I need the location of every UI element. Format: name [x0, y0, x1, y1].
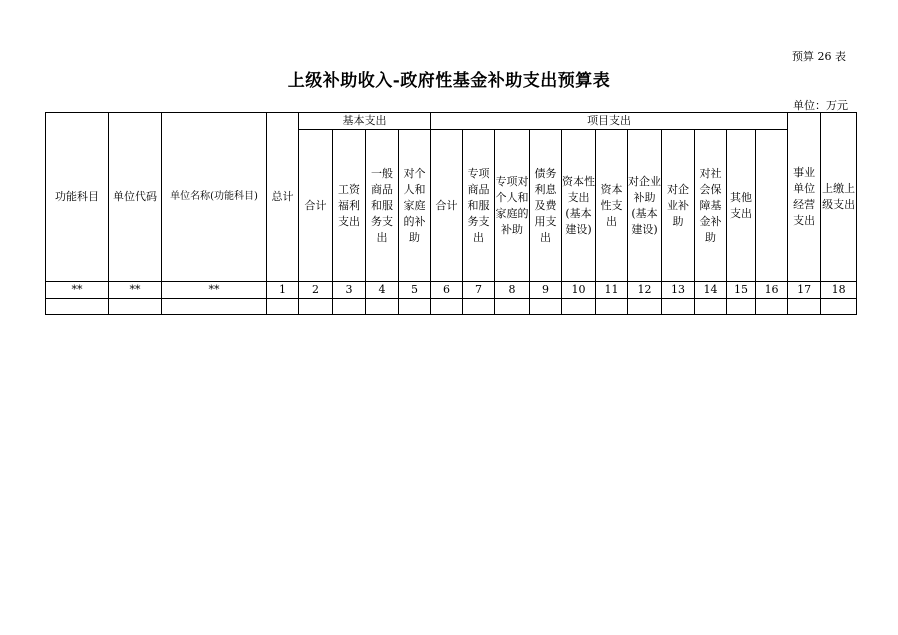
unit-label: 单位：万元 — [793, 99, 848, 112]
number-cell: 2 — [299, 282, 333, 299]
table-cell — [596, 299, 628, 315]
number-cell: 11 — [596, 282, 628, 299]
header-proj-social-fund: 对社会保障基金补助 — [695, 130, 727, 282]
table-cell — [695, 299, 727, 315]
header-unit-code: 单位代码 — [109, 113, 162, 282]
header-basic-salary: 工资福利支出 — [333, 130, 366, 282]
number-cell: 14 — [695, 282, 727, 299]
header-basic-goods: 一般商品和服务支出 — [366, 130, 399, 282]
number-cell: 7 — [463, 282, 495, 299]
page-title: 上级补助收入-政府性基金补助支出预算表 — [287, 71, 611, 91]
table-cell — [299, 299, 333, 315]
header-proj-capital-build: 资本性支出(基本建设) — [562, 130, 596, 282]
number-cell: 6 — [431, 282, 463, 299]
header-proj-debt: 债务利息及费用支出 — [530, 130, 562, 282]
header-proj-family: 专项对个人和家庭的补助 — [495, 130, 530, 282]
number-cell: 3 — [333, 282, 366, 299]
header-func-subject: 功能科目 — [46, 113, 109, 282]
number-cell: 13 — [662, 282, 695, 299]
header-proj-subtotal: 合计 — [431, 130, 463, 282]
number-cell: 10 — [562, 282, 596, 299]
empty-data-row — [46, 299, 857, 315]
header-business-unit: 事业单位经营支出 — [788, 113, 821, 282]
table-cell — [727, 299, 756, 315]
header-proj-extra — [756, 130, 788, 282]
table-cell — [463, 299, 495, 315]
table-cell — [530, 299, 562, 315]
header-project-group: 项目支出 — [431, 113, 788, 130]
header-basic-group: 基本支出 — [299, 113, 431, 130]
table-cell — [46, 299, 109, 315]
number-cell: ** — [109, 282, 162, 299]
number-cell: 12 — [628, 282, 662, 299]
header-proj-enterprise-build: 对企业补助(基本建设) — [628, 130, 662, 282]
table-cell — [399, 299, 431, 315]
header-proj-other: 其他支出 — [727, 130, 756, 282]
number-cell: 4 — [366, 282, 399, 299]
header-remit-upper: 上缴上级支出 — [821, 113, 857, 282]
table-cell — [162, 299, 267, 315]
number-cell: 18 — [821, 282, 857, 299]
header-proj-goods: 专项商品和服务支出 — [463, 130, 495, 282]
table-cell — [662, 299, 695, 315]
header-basic-subtotal: 合计 — [299, 130, 333, 282]
header-proj-capital: 资本性支出 — [596, 130, 628, 282]
header-unit-name: 单位名称(功能科目) — [162, 113, 267, 282]
table-cell — [267, 299, 299, 315]
header-basic-family: 对个人和家庭的补助 — [399, 130, 431, 282]
number-cell: ** — [162, 282, 267, 299]
number-cell: 1 — [267, 282, 299, 299]
number-cell: 17 — [788, 282, 821, 299]
table-cell — [366, 299, 399, 315]
number-cell: 16 — [756, 282, 788, 299]
table-cell — [756, 299, 788, 315]
table-cell — [628, 299, 662, 315]
table-cell — [821, 299, 857, 315]
table-cell — [562, 299, 596, 315]
number-cell: 8 — [495, 282, 530, 299]
number-cell: 9 — [530, 282, 562, 299]
column-number-row — [46, 282, 857, 299]
header-proj-enterprise: 对企业补助 — [662, 130, 695, 282]
table-cell — [109, 299, 162, 315]
number-cell: 15 — [727, 282, 756, 299]
table-cell — [333, 299, 366, 315]
header-total: 总计 — [267, 113, 299, 282]
number-cell: 5 — [399, 282, 431, 299]
table-cell — [788, 299, 821, 315]
table-cell — [495, 299, 530, 315]
number-cell: ** — [46, 282, 109, 299]
form-number: 预算 26 表 — [792, 50, 846, 63]
budget-table — [45, 112, 857, 315]
table-cell — [431, 299, 463, 315]
